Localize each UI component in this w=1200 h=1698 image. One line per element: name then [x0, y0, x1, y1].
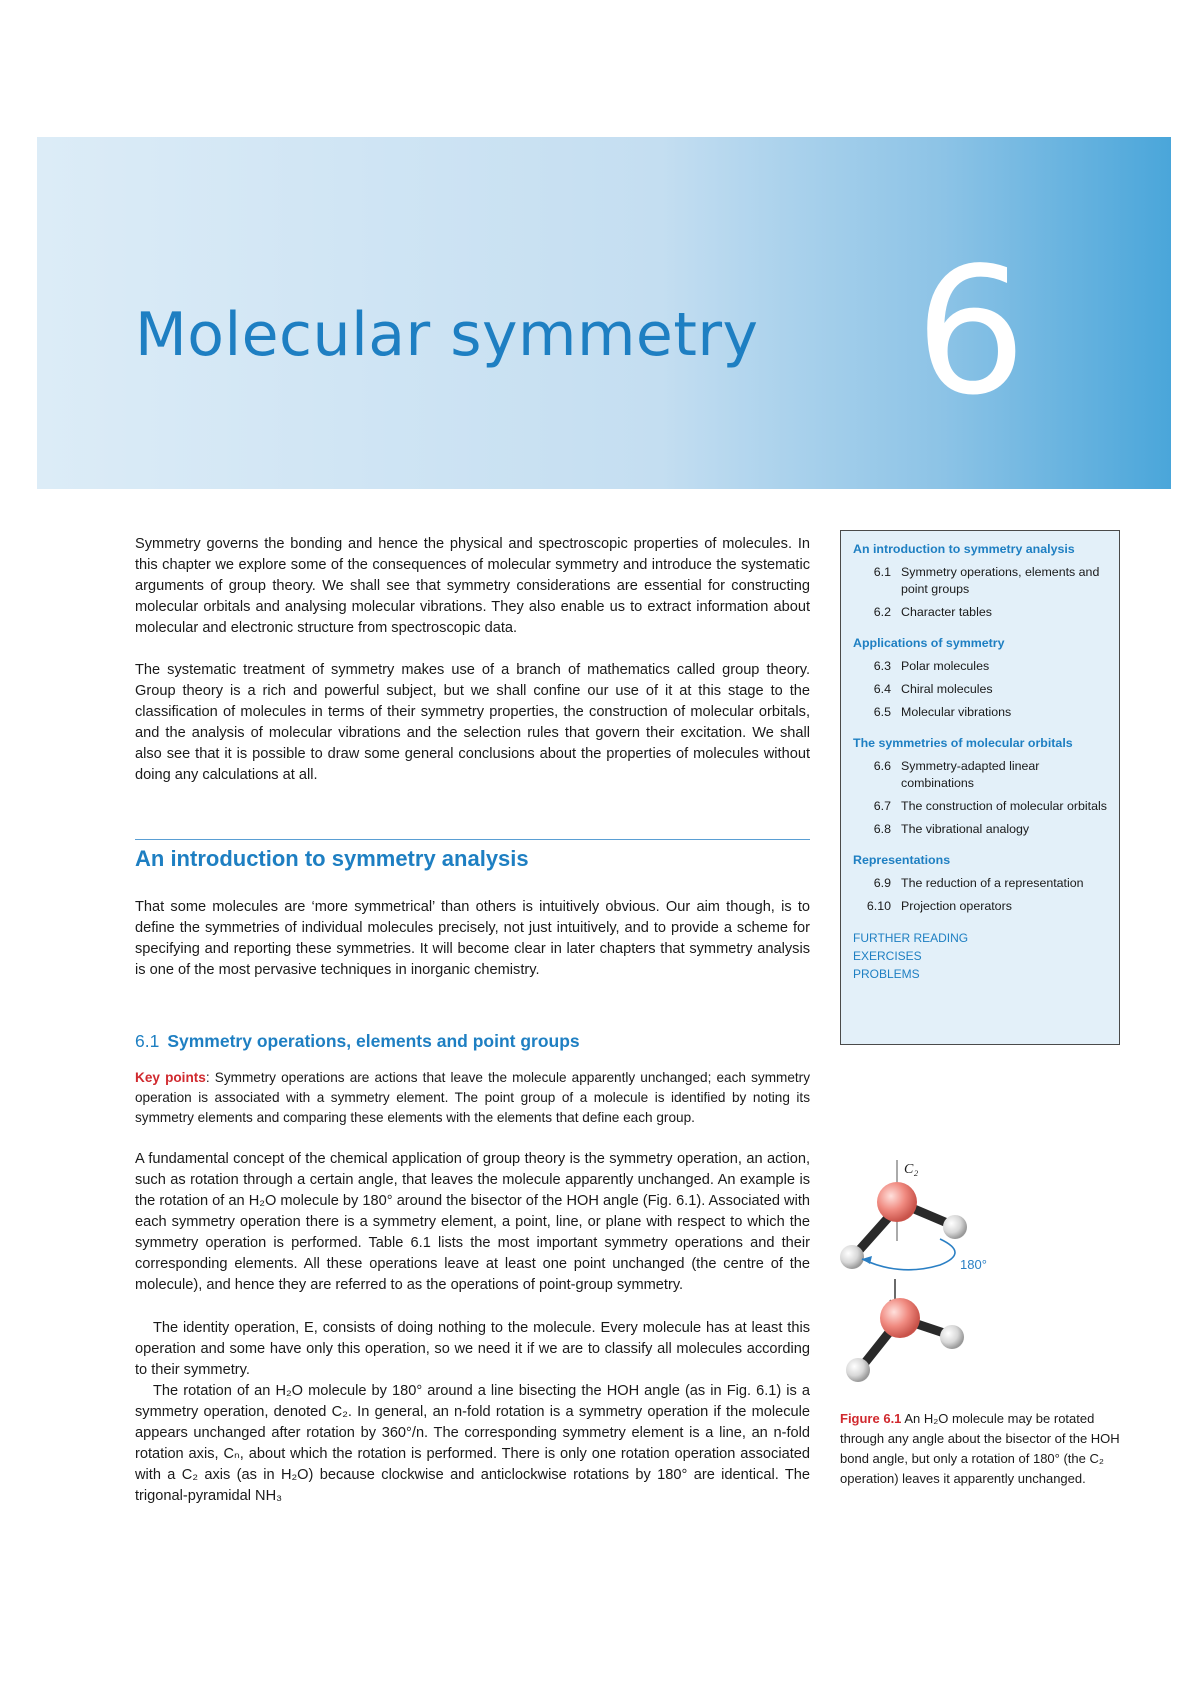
toc-extras [853, 929, 1107, 983]
toc-item[interactable] [853, 875, 1107, 892]
chapter-contents-box [840, 530, 1120, 1045]
toc-item-label: Character tables [901, 605, 992, 619]
toc-item-label: The construction of molecular orbitals [901, 799, 1107, 813]
top-hydrogen-left [840, 1245, 864, 1269]
toc-item[interactable] [853, 704, 1107, 721]
subsection-title: Symmetry operations, elements and point groups [167, 1031, 580, 1051]
figure-caption-label: Figure 6.1 [840, 1411, 902, 1426]
section-rule [135, 839, 810, 840]
figure-6-1-diagram [840, 1155, 1120, 1425]
toc-item-label: The reduction of a representation [901, 876, 1084, 890]
toc-item[interactable] [853, 658, 1107, 675]
body-paragraph-3: The rotation of an H₂O molecule by 180° around a line bisecting the HOH angle (as in Fig. 6.1) is a symmetry operation, denoted C₂. In general, an n-fold rotation is a symmetry operation if the molecule appears unchanged after rotation by 360°/n. The corresponding symmetry element is a line, an n-fold rotation axis, Cₙ, about which the rotation is performed. There is only one rotation operation associated with a C₂ axis (as in H₂O) because clockwise and anticlockwise rotations by 180° are identical. The trigonal-pyramidal NH₃ [135, 1383, 810, 1504]
toc-item[interactable] [853, 821, 1107, 838]
toc-problems[interactable]: PROBLEMS [853, 967, 920, 981]
toc-item-number: 6.1 [873, 565, 891, 579]
toc-item-label: Molecular vibrations [901, 705, 1012, 719]
section-paragraph: That some molecules are ‘more symmetrical’ than others is intuitively obvious. Our aim though, is to define the symmetries of individual molecules precisely, not just intuitively, and to provide a scheme for specifying and reporting these symmetries. It will become clear in later chapters that symmetry analysis is one of the most pervasive techniques in inorganic chemistry. [135, 899, 810, 978]
figure-caption [840, 1409, 1125, 1489]
toc-item[interactable] [853, 681, 1107, 698]
toc-item-number: 6.2 [873, 605, 891, 619]
c2-axis-label: C₂ [904, 1162, 919, 1177]
toc-item-label: Symmetry operations, elements and point groups [901, 565, 1100, 596]
section-heading: An introduction to symmetry analysis [135, 846, 529, 871]
toc-item-label: Projection operators [901, 899, 1012, 913]
intro-paragraph-1: Symmetry governs the bonding and hence the physical and spectroscopic properties of molecules. In this chapter we explore some of the consequences of molecular symmetry and introduce the systematic arguments of group theory. We shall see that symmetry considerations are essential for constructing molecular orbitals and analysing molecular vibrations. They also enable us to extract information about molecular and electronic structure from spectroscopic data. [135, 536, 810, 636]
top-oxygen [877, 1182, 917, 1222]
toc-section-title[interactable]: Applications of symmetry [853, 636, 1005, 650]
bottom-oxygen [880, 1298, 920, 1338]
subsection-number: 6.1 [135, 1031, 160, 1051]
key-points [135, 1068, 810, 1128]
toc-exercises[interactable]: EXERCISES [853, 949, 922, 963]
intro-paragraph-2: The systematic treatment of symmetry makes use of a branch of mathematics called group theory. Group theory is a rich and powerful subject, but we shall confine our use of it at this stage to the classification of molecules in terms of their symmetry properties, the construction of molecular orbitals, and the analysis of molecular vibrations and the selection rules that govern their excitation. We shall also see that it is possible to draw some general conclusions about the properties of molecules without doing any calculations at all. [135, 662, 810, 783]
toc-item-label: The vibrational analogy [901, 822, 1030, 836]
body-paragraph-1: A fundamental concept of the chemical application of group theory is the symmetry operation, an action, such as rotation through a certain angle, that leaves the molecule apparently unchanged. An example is the rotation of an H₂O molecule by 180° around the bisector of the HOH angle (Fig. 6.1). Associated with each symmetry operation there is a symmetry element, a point, line, or plane with respect to which the symmetry operation is performed. Table 6.1 lists the most important symmetry operations and their corresponding elements. All these operations leave at least one point unchanged (the centre of the molecule), and hence they are referred to as the operations of point-group symmetry. [135, 1151, 810, 1293]
toc-section-title[interactable]: The symmetries of molecular orbitals [853, 736, 1073, 750]
toc-item-number: 6.5 [873, 705, 891, 719]
toc-item-number: 6.10 [866, 899, 891, 913]
toc-item-number: 6.9 [873, 876, 891, 890]
toc-item[interactable] [853, 604, 1107, 621]
chapter-title: Molecular symmetry [135, 300, 759, 370]
bottom-hydrogen-left [846, 1358, 870, 1382]
toc-item-number: 6.6 [873, 759, 891, 773]
toc-item[interactable] [853, 758, 1107, 792]
top-hydrogen-right [943, 1215, 967, 1239]
toc-item[interactable] [853, 798, 1107, 815]
toc-further-reading[interactable]: FURTHER READING [853, 931, 969, 945]
toc-item-label: Symmetry-adapted linear combinations [901, 759, 1040, 790]
key-points-text: : Symmetry operations are actions that leave the molecule apparently unchanged; each symmetry operation is associated with a symmetry element. The point group of a molecule is identified by noting its symmetry elements and comparing these elements with the elements that define each group. [135, 1070, 810, 1125]
toc-item-number: 6.7 [873, 799, 891, 813]
toc-item-number: 6.4 [873, 682, 891, 696]
key-points-label: Key points [135, 1070, 206, 1085]
chapter-number: 6 [915, 231, 1027, 434]
toc-item-number: 6.8 [873, 822, 891, 836]
toc-item[interactable] [853, 898, 1107, 915]
toc-item-label: Polar molecules [901, 659, 990, 673]
bottom-hydrogen-right [940, 1325, 964, 1349]
figure-caption-text: An H₂O molecule may be rotated through any angle about the bisector of the HOH bond angle, but only a rotation of 180° (the C₂ operation) leaves it apparently unchanged. [840, 1411, 1120, 1486]
toc-item-number: 6.3 [873, 659, 891, 673]
toc-section-title[interactable]: Representations [853, 853, 951, 867]
rotation-arc [862, 1239, 955, 1270]
subsection-heading [135, 1031, 580, 1052]
body-paragraph-2: The identity operation, E, consists of doing nothing to the molecule. Every molecule has at least this operation and some have only this operation, so we need it if we are to classify all molecules according to their symmetry. [135, 1320, 810, 1378]
rotation-angle-label: 180° [960, 1257, 987, 1272]
toc-section-title[interactable]: An introduction to symmetry analysis [853, 542, 1075, 556]
toc-item-label: Chiral molecules [901, 682, 993, 696]
toc-item[interactable] [853, 564, 1107, 598]
